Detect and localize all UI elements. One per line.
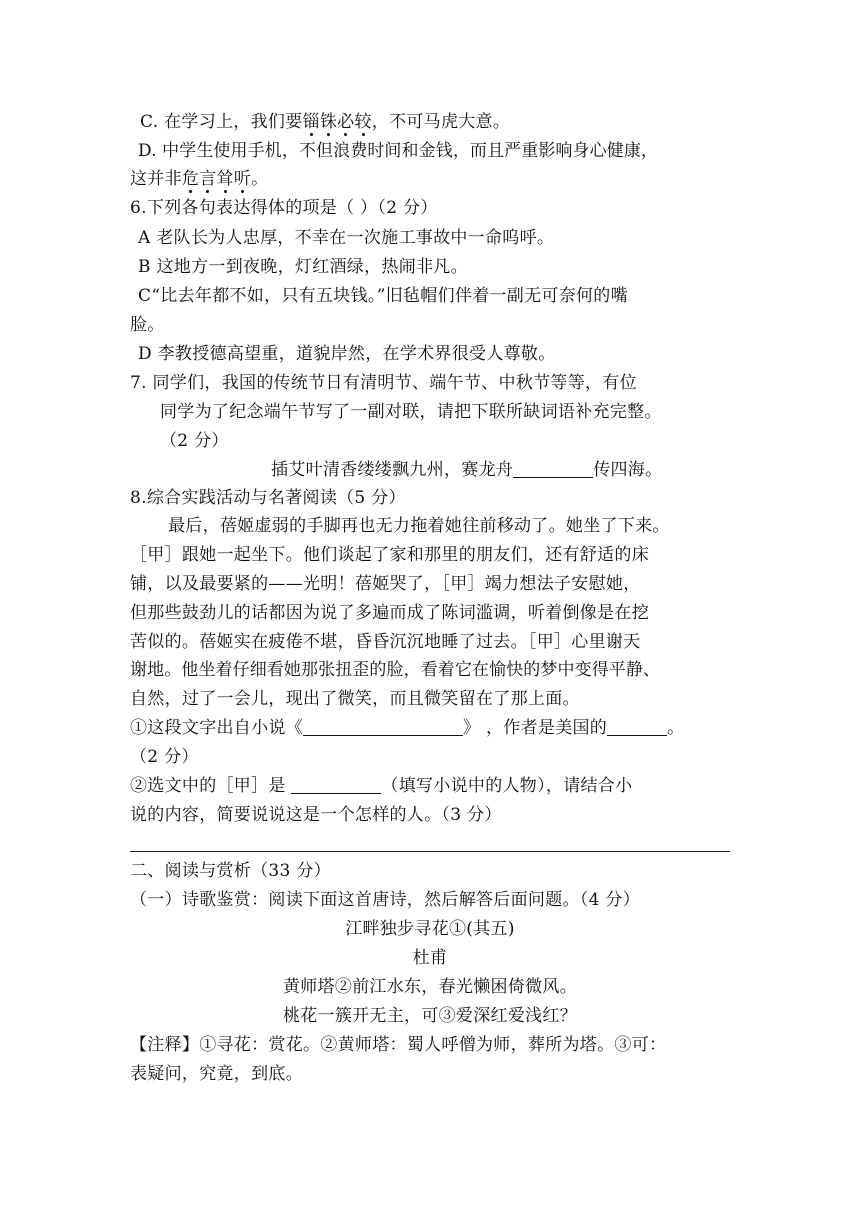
q8-passage-line: 但那些鼓劲儿的话都因为说了多遍而成了陈词滥调，听着倒像是在挖 bbox=[130, 603, 649, 623]
q8-passage-line: 谢地。他坐着仔细看她那张扭歪的脸，看着它在愉快的梦中变得平静、 bbox=[130, 660, 661, 680]
q5-option-c bbox=[140, 109, 510, 135]
section-divider bbox=[130, 851, 730, 852]
poem-notes-line2: 表疑问，究竟，到底。 bbox=[130, 1064, 303, 1084]
q8-subquestion-1 bbox=[130, 715, 684, 741]
sub1-prefix: ①这段文字出自小说《 bbox=[130, 718, 303, 738]
q8-stem: 8.综合实践活动与名著阅读（5 分） bbox=[130, 488, 406, 508]
sub1-mid: 》 ，作者是美国的 bbox=[463, 718, 608, 738]
couplet-text-end: 传四海。 bbox=[593, 460, 663, 480]
author-blank[interactable] bbox=[607, 717, 667, 736]
couplet-text: 插艾叶清香缕缕飘九州，赛龙舟 bbox=[271, 460, 514, 480]
q8-passage-line: 最后，蓓姬虚弱的手脚再也无力拖着她往前移动了。她坐了下来。 bbox=[168, 516, 670, 536]
novel-title-blank[interactable] bbox=[303, 717, 463, 736]
q8-passage-line: 铺，以及最要紧的——光明！蓓姬哭了，［甲］竭力想法子安慰她， bbox=[130, 574, 641, 594]
dotted-char: 听 bbox=[233, 169, 252, 189]
poem-notes-line1: 【注释】①寻花：赏花。②黄师塔：蜀人呼僧为师，葬所为塔。③可： bbox=[130, 1035, 667, 1055]
poem-verse: 桃花一簇开无主，可③爱深红爱浅红？ bbox=[282, 1006, 578, 1026]
dotted-char: 言 bbox=[199, 169, 217, 189]
poem-author: 杜甫 bbox=[412, 948, 448, 968]
dotted-char: 较 bbox=[354, 112, 372, 132]
q5-d-prefix: 这并非 bbox=[130, 169, 182, 189]
q5-option-d-line2 bbox=[130, 166, 268, 192]
poem-verse: 黄师塔②前江水东，春光懒困倚微风。 bbox=[282, 977, 578, 997]
q7-line3: （2 分） bbox=[160, 431, 229, 451]
dotted-char: 铢 bbox=[319, 112, 338, 132]
q6-option-d: D 李教授德高望重，道貌岸然，在学术界很受人尊敬。 bbox=[138, 344, 556, 364]
dotted-char: 耸 bbox=[216, 169, 234, 189]
character-blank[interactable] bbox=[291, 775, 381, 794]
q5-c-prefix: C. 在学习上，我们要 bbox=[140, 112, 303, 132]
q6-stem: 6.下列各句表达得体的项是（ ）（2 分） bbox=[130, 198, 438, 218]
dotted-char: 必 bbox=[337, 112, 355, 132]
q6-option-a: A 老队长为人忠厚，不幸在一次施工事故中一命呜呼。 bbox=[138, 228, 555, 248]
q8-subquestion-2 bbox=[130, 773, 632, 799]
q6-option-c-line2: 脸。 bbox=[130, 315, 165, 335]
q6-option-b: B 这地方一到夜晚，灯红酒绿，热闹非凡。 bbox=[138, 257, 468, 277]
q8-passage-line: ［甲］跟她一起坐下。他们谈起了家和那里的朋友们，还有舒适的床 bbox=[130, 545, 649, 565]
sub1-end: 。 bbox=[667, 718, 685, 738]
q5-option-d-line1: D. 中学生使用手机，不但浪费时间和金钱，而且严重影响身心健康， bbox=[138, 141, 659, 161]
q8-subquestion-1-score: （2 分） bbox=[130, 747, 199, 767]
couplet-blank[interactable] bbox=[513, 459, 593, 478]
q8-passage-line: 自然，过了一会儿，现出了微笑，而且微笑留在了那上面。 bbox=[130, 689, 580, 709]
sub2-suffix: （填写小说中的人物），请结合小 bbox=[381, 776, 633, 796]
section2-title: 二、阅读与赏析（33 分） bbox=[130, 861, 331, 881]
dotted-char: 锱 bbox=[302, 112, 320, 132]
q7-line1: 7. 同学们，我国的传统节日有清明节、端午节、中秋节等等，有位 bbox=[130, 373, 637, 393]
q8-subquestion-2-line2: 说的内容，简要说说这是一个怎样的人。（3 分） bbox=[130, 805, 502, 825]
q5-c-suffix: ，不可马虎大意。 bbox=[371, 112, 511, 132]
q5-d-suffix: 。 bbox=[251, 169, 269, 189]
poem-subsection-heading: （一）诗歌鉴赏：阅读下面这首唐诗，然后解答后面问题。（4 分） bbox=[130, 890, 641, 910]
poem-title: 江畔独步寻花①(其五) bbox=[345, 919, 515, 939]
q7-couplet bbox=[271, 457, 662, 483]
sub2-prefix: ②选文中的［甲］是 bbox=[130, 776, 292, 796]
dotted-char: 危 bbox=[181, 169, 200, 189]
q7-line2: 同学为了纪念端午节写了一副对联，请把下联所缺词语补充完整。 bbox=[160, 402, 662, 422]
q6-option-c-line1: C“比去年都不如，只有五块钱。”旧毡帽们伴着一副无可奈何的嘴 bbox=[138, 286, 628, 306]
q8-passage-line: 苦似的。蓓姬实在疲倦不堪，昏昏沉沉地睡了过去。［甲］心里谢天 bbox=[130, 632, 641, 652]
